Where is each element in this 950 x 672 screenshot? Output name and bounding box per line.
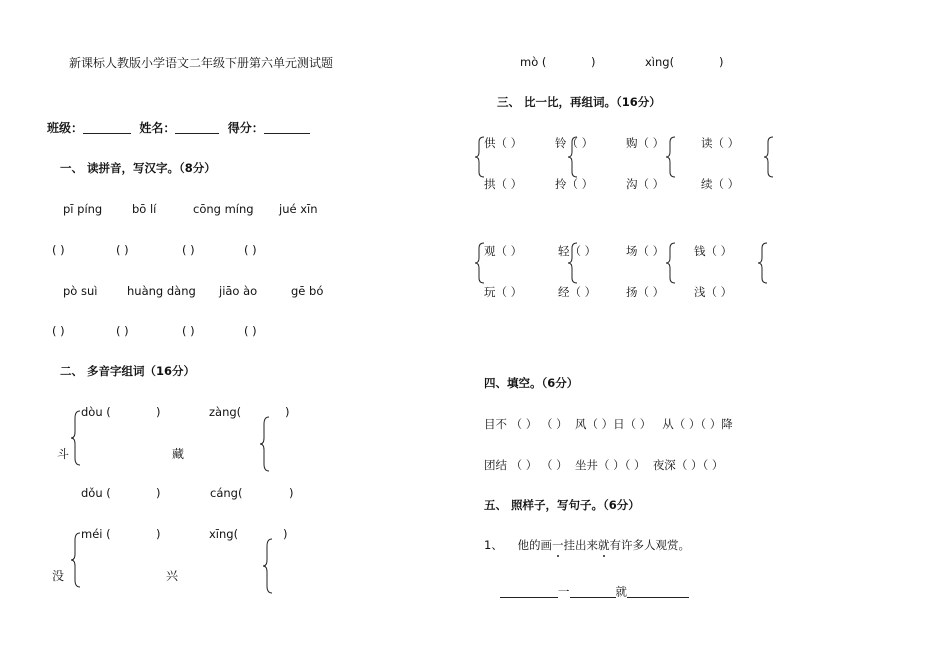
blank-close[interactable]: ) [285,405,290,419]
blank-close[interactable]: ) [156,486,161,500]
section5-heading: 五、 照样子，写句子。（6分） [484,498,640,512]
char: 铃 [555,136,567,150]
blank-close[interactable]: ) [289,486,294,500]
char-mei: 没 [52,569,65,583]
answer-blank[interactable]: （ ） [712,177,740,191]
sentence-part: 挂出来 [563,538,598,552]
pinyin-5: pò suì [63,284,98,298]
answer-blank[interactable]: ( ) [116,324,129,338]
answer-blank[interactable]: （ ） [673,417,701,431]
name-field[interactable] [175,122,219,134]
compare-cell [626,179,664,191]
polyphone-xing-2: xìng( [645,55,675,69]
left-brace-icon [665,136,677,178]
char-cang: 藏 [172,447,185,461]
compare-cell [558,246,596,258]
pinyin-2: bō lí [132,202,157,216]
text: 日 [613,417,625,431]
fill-line-1 [484,419,733,431]
char: 拎 [555,177,567,191]
answer-blank[interactable]: （ ） [495,244,523,258]
blank-close[interactable]: ) [156,527,161,541]
answer-blank[interactable]: （ ） [624,458,646,472]
blank-close[interactable]: ) [156,405,161,419]
answer-blank[interactable]: ( ) [182,243,195,257]
answer-blank[interactable]: ( ) [52,324,65,338]
left-brace-icon [665,242,677,284]
polyphone-dou-2: dǒu ( [81,486,111,500]
answer-blank[interactable]: （ ） [597,458,625,472]
text: 目不 [484,417,507,431]
answer-blank[interactable]: ( ) [116,243,129,257]
char: 购 [626,136,638,150]
compare-cell [694,246,732,258]
answer-blank[interactable]: （ ） [586,417,614,431]
compare-cell [484,179,522,191]
char: 轻 [558,244,570,258]
compare-cell [694,287,732,299]
page-title: 新课标人教版小学语文二年级下册第六单元测试题 [69,56,334,70]
compare-cell [701,179,739,191]
emphasis-yi: 一 [551,538,564,552]
compare-cell [626,287,664,299]
char-dou: 斗 [57,447,70,461]
polyphone-mei-1: méi ( [81,527,111,541]
left-brace-icon [757,242,769,284]
class-field[interactable] [83,122,131,134]
info-line [47,122,310,134]
char: 玩 [484,285,496,299]
score-field[interactable] [264,122,310,134]
pinyin-3: cōng míng [193,202,254,216]
answer-blank[interactable]: （ ） [675,458,703,472]
answer-blank[interactable]: （ ） [510,417,538,431]
compare-cell [558,287,596,299]
answer-blank[interactable]: （ ） [569,285,597,299]
char: 拱 [484,177,496,191]
answer-blank[interactable]: （ ） [540,417,568,431]
char-xing: 兴 [166,569,179,583]
polyphone-cang-2: cáng( [210,486,243,500]
text: 坐井 [574,458,598,472]
answer-blank[interactable]: （ ） [712,136,740,150]
answer-blank[interactable]: ( ) [244,324,257,338]
class-label: 班级： [47,121,84,135]
section4-heading: 四、填空。（6分） [484,376,579,390]
answer-blank[interactable]: （ ） [495,285,523,299]
pattern-jiu: 就 [615,584,627,599]
compare-cell [555,179,593,191]
answer-blank[interactable]: （ ） [705,285,733,299]
answer-blank[interactable]: （ ） [540,458,568,472]
polyphone-mei-2: mò ( [520,55,547,69]
blank-close[interactable]: ) [591,55,596,69]
pinyin-1: pī píng [63,202,103,216]
section3-heading: 三、 比一比，再组词。（16分） [497,95,661,109]
left-brace-icon [763,136,775,178]
char: 观 [484,244,496,258]
blank-close[interactable]: ) [283,527,288,541]
polyphone-dou-1: dòu ( [81,405,111,419]
answer-blank[interactable] [570,586,616,598]
text: 降 [721,417,733,431]
char: 场 [626,244,638,258]
answer-blank[interactable] [627,586,689,598]
compare-cell [701,138,739,150]
left-brace-icon [262,538,274,594]
answer-blank[interactable]: （ ） [510,458,538,472]
name-label: 姓名： [139,121,176,135]
compare-cell [626,138,664,150]
char: 浅 [694,285,706,299]
answer-blank[interactable]: （ ） [569,244,597,258]
left-brace-icon [259,416,271,472]
sentence-part: 有许多人观赏。 [609,538,690,552]
answer-blank[interactable]: （ ） [637,136,665,150]
compare-cell [484,246,522,258]
pinyin-4: jué xīn [279,202,318,216]
pinyin-7: jiāo ào [219,284,258,298]
answer-blank[interactable]: （ ） [624,417,652,431]
answer-blank[interactable]: ( ) [182,324,195,338]
blank-close[interactable]: ) [719,55,724,69]
answer-blank[interactable]: （ ） [637,244,665,258]
answer-blank[interactable]: （ ） [566,177,594,191]
answer-pattern [500,586,689,598]
answer-blank[interactable]: （ ） [495,136,523,150]
char: 钱 [694,244,706,258]
answer-blank[interactable]: （ ） [700,417,722,431]
answer-blank[interactable]: （ ） [705,244,733,258]
compare-row-g1-top [484,138,522,150]
answer-blank[interactable]: ( ) [52,243,65,257]
item-number: 1、 [484,538,503,552]
section1-heading: 一、 读拼音，写汉字。（8分） [60,161,216,175]
compare-cell [484,287,522,299]
emphasis-jiu: 就 [597,538,610,552]
fill-line-2 [484,460,723,472]
answer-blank[interactable]: ( ) [244,243,257,257]
pinyin-6: huàng dàng [127,284,196,298]
sentence-part: 他的画 [517,538,552,552]
text: 团结 [484,458,507,472]
pattern-yi: 一 [558,584,570,599]
compare-cell [555,138,593,150]
answer-blank[interactable]: （ ） [702,458,724,472]
char: 供 [484,136,496,150]
answer-blank[interactable]: （ ） [566,136,594,150]
polyphone-xing-1: xīng( [209,527,239,541]
example-sentence [484,540,690,552]
char: 读 [701,136,713,150]
pinyin-8: gē bó [291,284,324,298]
answer-blank[interactable]: （ ） [637,177,665,191]
char: 扬 [626,285,638,299]
text: 从 [662,417,674,431]
char: 经 [558,285,570,299]
compare-cell [626,246,664,258]
answer-blank[interactable]: （ ） [637,285,665,299]
char: 续 [701,177,713,191]
answer-blank[interactable]: （ ） [495,177,523,191]
char: 沟 [626,177,638,191]
section2-heading: 二、 多音字组词（16分） [60,364,196,378]
text: 风 [574,417,587,431]
polyphone-cang-1: zàng( [209,405,242,419]
answer-blank[interactable] [500,586,558,598]
score-label: 得分： [227,121,264,135]
text: 夜深 [652,458,676,472]
